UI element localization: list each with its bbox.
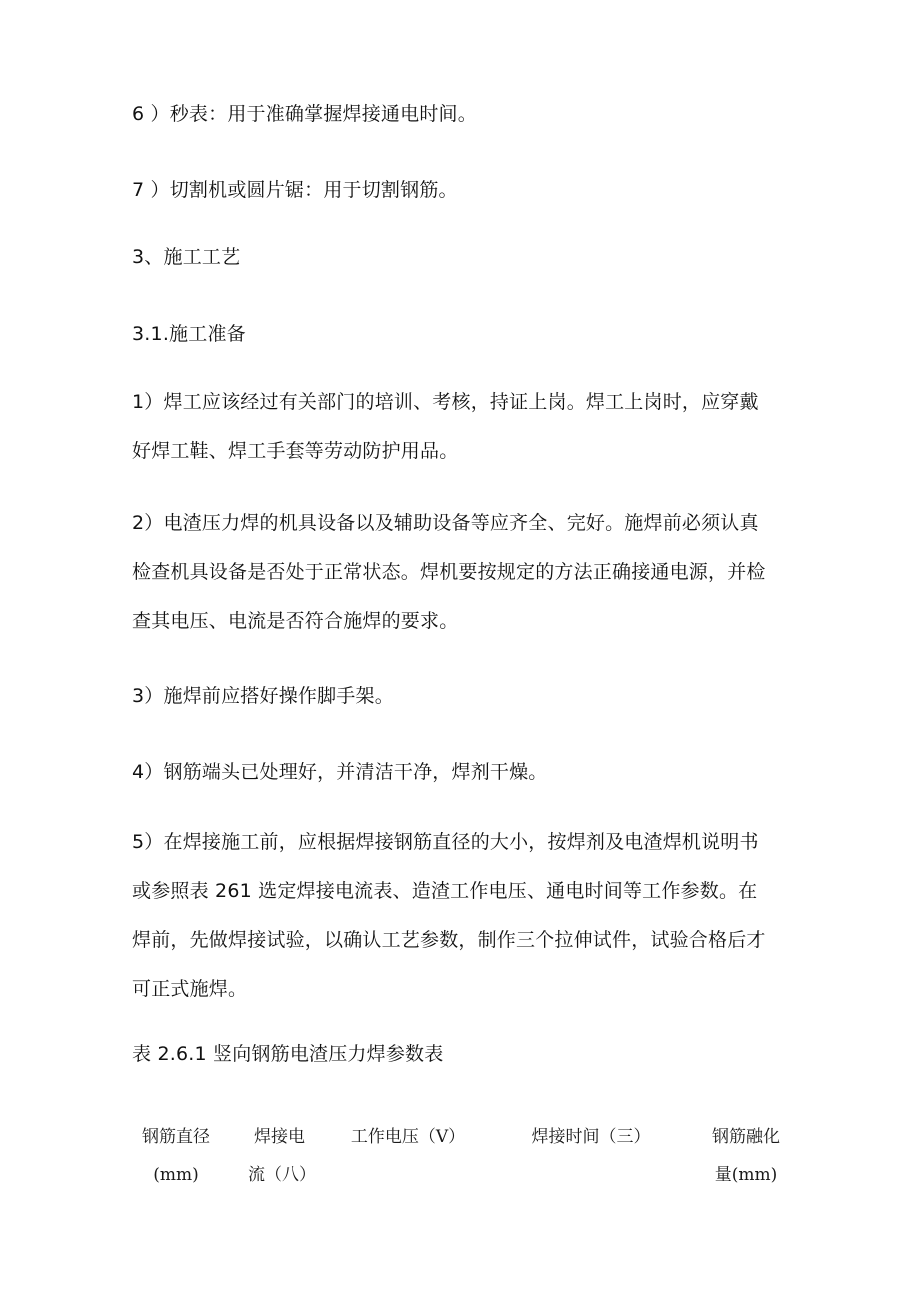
table-header-cell-diameter [126,1118,226,1194]
paragraph-2-line: 查其电压、电流是否符合施焊的要求。 [132,610,459,632]
header-text: 工作电压（V） [350,1127,466,1147]
table-caption: 表 2.6.1 竖向钢筋电渣压力焊参数表 [132,1043,444,1065]
paragraph-3: 3）施焊前应搭好操作脚手架。 [132,685,394,707]
header-text: 焊接电 [254,1127,305,1147]
table-header-cell-time [516,1118,666,1156]
paragraph-5-line: 或参照表 261 选定焊接电流表、造渣工作电压、通电时间等工作参数。在 [132,880,758,902]
paragraph-4: 4）钢筋端头已处理好，并清洁干净，焊剂干燥。 [132,761,548,783]
header-text: 焊接时间（三） [531,1127,651,1147]
section-heading-3: 3、施工工艺 [132,246,241,268]
paragraph-2-line: 检查机具设备是否处于正常状态。焊机要按规定的方法正确接通电源，并检 [132,561,766,583]
paragraph-2 [132,499,796,646]
header-text: 量(mm) [714,1165,778,1185]
subsection-heading-3-1: 3.1.施工准备 [132,323,246,345]
paragraph-5-line: 焊前，先做焊接试验，以确认工艺参数，制作三个拉伸试件，试验合格后才 [132,929,766,951]
table-header-row [0,1118,920,1198]
table-header-cell-melt [694,1118,798,1194]
header-text: 流（八） [248,1165,316,1185]
header-text: 钢筋直径 [142,1127,210,1147]
header-text: (mm) [153,1165,199,1185]
paragraph-1-line: 好焊工鞋、焊工手套等劳动防护用品。 [132,440,459,462]
paragraph-5-line: 5）在焊接施工前，应根据焊接钢筋直径的大小，按焊剂及电渣焊机说明书 [132,831,759,853]
table-header-cell-current [238,1118,330,1194]
list-item-6: 6 ）秒表：用于准确掌握焊接通电时间。 [132,103,477,125]
paragraph-5-line: 可正式施焊。 [132,978,248,1000]
paragraph-5 [132,818,796,1014]
paragraph-1-line: 1）焊工应该经过有关部门的培训、考核，持证上岗。焊工上岗时，应穿戴 [132,391,759,413]
list-item-7: 7 ）切割机或圆片锯：用于切割钢筋。 [132,179,458,201]
header-text: 钢筋融化 [712,1127,780,1147]
paragraph-2-line: 2）电渣压力焊的机具设备以及辅助设备等应齐全、完好。施焊前必须认真 [132,512,759,534]
paragraph-1 [132,378,796,476]
table-header-cell-voltage [338,1118,478,1156]
